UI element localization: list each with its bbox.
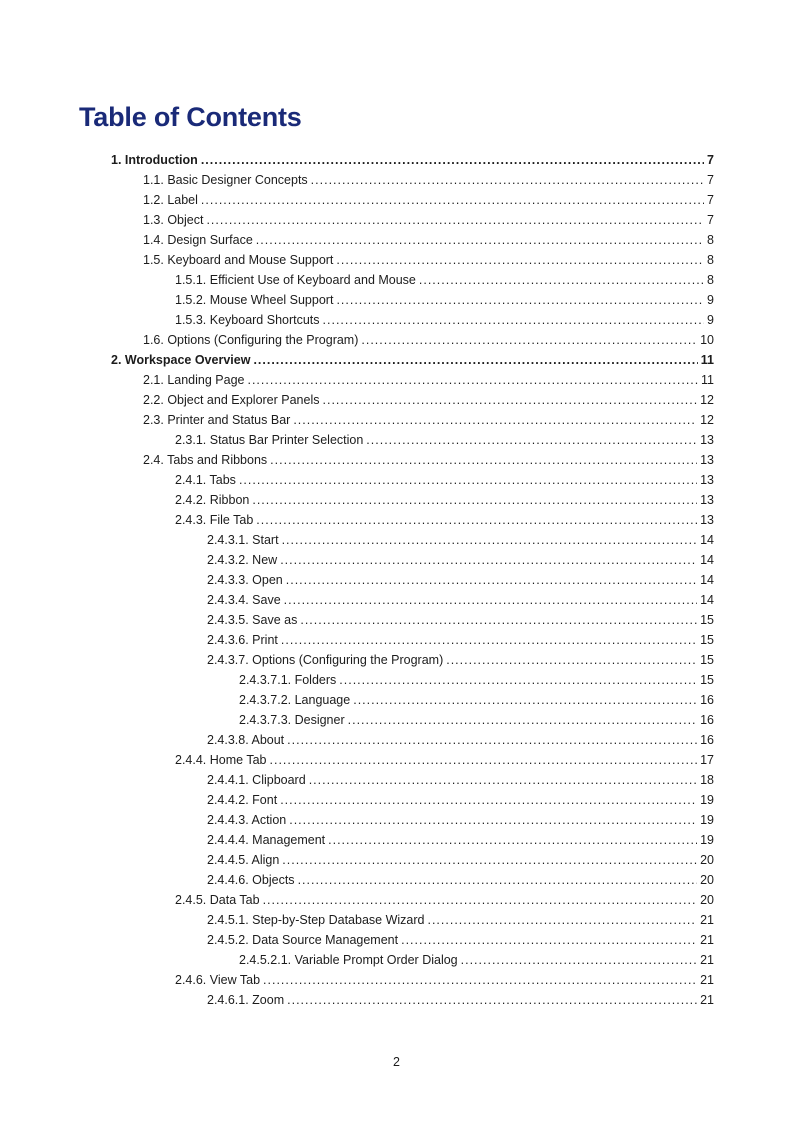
dot-leader — [348, 710, 697, 730]
toc-entry-page: 7 — [707, 213, 714, 227]
toc-entry-label: 2.4.5.1. Step-by-Step Database Wizard — [207, 913, 425, 927]
toc-entry[interactable] — [111, 710, 714, 730]
toc-entry[interactable] — [111, 550, 714, 570]
toc-entry-page: 13 — [700, 513, 714, 527]
toc-entry-page: 16 — [700, 733, 714, 747]
toc-entry-label: 1.4. Design Surface — [143, 233, 253, 247]
dot-leader — [366, 430, 697, 450]
toc-entry-label: 1.5. Keyboard and Mouse Support — [143, 253, 334, 267]
toc-entry-page: 17 — [700, 753, 714, 767]
page-number: 2 — [393, 1055, 400, 1069]
toc-entry[interactable] — [111, 470, 714, 490]
dot-leader — [263, 970, 697, 990]
toc-entry[interactable] — [111, 150, 714, 170]
dot-leader — [309, 770, 697, 790]
dot-leader — [336, 290, 704, 310]
dot-leader — [286, 570, 697, 590]
toc-entry-label: 2.4.4.5. Align — [207, 853, 280, 867]
toc-entry-label: 2.4.3.5. Save as — [207, 613, 298, 627]
dot-leader — [401, 930, 697, 950]
toc-entry[interactable] — [111, 830, 714, 850]
dot-leader — [311, 170, 704, 190]
toc-entry[interactable] — [111, 370, 714, 390]
toc-entry-page: 13 — [700, 473, 714, 487]
toc-entry-label: 1.1. Basic Designer Concepts — [143, 173, 308, 187]
toc-entry-label: 1.2. Label — [143, 193, 198, 207]
toc-entry-page: 21 — [700, 933, 714, 947]
dot-leader — [256, 230, 704, 250]
toc-entry-label: 2.4.6.1. Zoom — [207, 993, 285, 1007]
toc-entry-label: 2.4.3. File Tab — [175, 513, 254, 527]
toc-entry-page: 13 — [700, 433, 714, 447]
dot-leader — [256, 510, 697, 530]
toc-entry[interactable] — [111, 530, 714, 550]
toc-entry-page: 20 — [700, 893, 714, 907]
toc-entry-label: 1.5.2. Mouse Wheel Support — [175, 293, 334, 307]
toc-entry[interactable] — [111, 570, 714, 590]
toc-entry-page: 11 — [700, 353, 714, 367]
dot-leader — [201, 150, 704, 170]
toc-entry-page: 21 — [700, 953, 714, 967]
toc-entry-page: 19 — [700, 833, 714, 847]
toc-entry-page: 18 — [700, 773, 714, 787]
toc-entry-label: 2.4.3.3. Open — [207, 573, 283, 587]
toc-entry-page: 21 — [700, 993, 714, 1007]
toc-entry-page: 21 — [700, 973, 714, 987]
toc-entry-page: 12 — [700, 393, 714, 407]
toc-entry-label: 2.4. Tabs and Ribbons — [143, 453, 268, 467]
toc-entry-page: 9 — [707, 293, 714, 307]
dot-leader — [201, 190, 704, 210]
dot-leader — [353, 690, 697, 710]
toc-entry-label: 2.1. Landing Page — [143, 373, 245, 387]
toc-entry-label: 2.4.4.2. Font — [207, 793, 278, 807]
toc-entry-page: 7 — [707, 153, 714, 167]
toc-entry-label: 2.3. Printer and Status Bar — [143, 413, 291, 427]
toc-entry[interactable] — [111, 910, 714, 930]
toc-entry-label: 1. Introduction — [111, 153, 198, 167]
toc-entry[interactable] — [111, 630, 714, 650]
toc-entry-label: 2.4.3.4. Save — [207, 593, 281, 607]
toc-entry-page: 21 — [700, 913, 714, 927]
toc-entry[interactable] — [111, 510, 714, 530]
dot-leader — [282, 530, 698, 550]
dot-leader — [282, 850, 697, 870]
toc-entry-label: 2.4.4.3. Action — [207, 813, 287, 827]
toc-entry[interactable] — [111, 290, 714, 310]
toc-entry-label: 2.4.3.7.1. Folders — [239, 673, 337, 687]
toc-entry-label: 2.4.3.6. Print — [207, 633, 278, 647]
toc-entry[interactable] — [111, 690, 714, 710]
toc-entry-label: 2.4.5.2. Data Source Management — [207, 933, 399, 947]
toc-entry-page: 15 — [700, 653, 714, 667]
dot-leader — [284, 590, 697, 610]
toc-entry-page: 8 — [707, 253, 714, 267]
dot-leader — [446, 650, 697, 670]
toc-entry[interactable] — [111, 950, 714, 970]
toc-entry-page: 19 — [700, 793, 714, 807]
toc-entry-label: 2.4.1. Tabs — [175, 473, 236, 487]
toc-entry-page: 13 — [700, 493, 714, 507]
dot-leader — [270, 750, 698, 770]
toc-entry[interactable] — [111, 170, 714, 190]
page-title: Table of Contents — [79, 102, 302, 132]
toc-entry-page: 20 — [700, 873, 714, 887]
toc-entry-page: 10 — [700, 333, 714, 347]
toc-entry[interactable] — [111, 730, 714, 750]
toc-entry-page: 7 — [707, 193, 714, 207]
dot-leader — [289, 810, 697, 830]
dot-leader — [206, 210, 704, 230]
toc-entry-page: 12 — [700, 413, 714, 427]
toc-entry-label: 1.6. Options (Configuring the Program) — [143, 333, 359, 347]
toc-entry-page: 14 — [700, 553, 714, 567]
toc-entry[interactable] — [111, 810, 714, 830]
dot-leader — [252, 490, 697, 510]
toc-entry-page: 8 — [707, 233, 714, 247]
toc-entry-label: 1.3. Object — [143, 213, 204, 227]
toc-entry[interactable] — [111, 210, 714, 230]
toc-entry[interactable] — [111, 190, 714, 210]
toc-entry[interactable] — [111, 330, 714, 350]
dot-leader — [298, 870, 698, 890]
toc-entry-page: 14 — [700, 533, 714, 547]
toc-entry-label: 2.4.6. View Tab — [175, 973, 261, 987]
dot-leader — [339, 670, 697, 690]
toc-entry-label: 2.4.4.1. Clipboard — [207, 773, 306, 787]
toc-entry[interactable] — [111, 790, 714, 810]
toc-entry-page: 20 — [700, 853, 714, 867]
toc-entry[interactable] — [111, 990, 714, 1010]
toc-entry[interactable] — [111, 350, 714, 370]
toc-entry[interactable] — [111, 930, 714, 950]
toc-entry-label: 2.4.4.6. Objects — [207, 873, 295, 887]
dot-leader — [300, 610, 697, 630]
toc-entry[interactable] — [111, 870, 714, 890]
toc-entry-label: 2.4.5.2.1. Variable Prompt Order Dialog — [239, 953, 458, 967]
dot-leader — [328, 830, 697, 850]
toc-entry[interactable] — [111, 650, 714, 670]
toc-entry[interactable] — [111, 670, 714, 690]
toc-entry-label: 2.4.3.7.2. Language — [239, 693, 351, 707]
dot-leader — [253, 350, 697, 370]
toc-entry-label: 2.4.4.4. Management — [207, 833, 326, 847]
dot-leader — [419, 270, 704, 290]
dot-leader — [287, 730, 697, 750]
toc-entry-label: 2.2. Object and Explorer Panels — [143, 393, 320, 407]
dot-leader — [427, 910, 697, 930]
dot-leader — [239, 470, 697, 490]
dot-leader — [293, 410, 697, 430]
toc-entry-page: 15 — [700, 613, 714, 627]
toc-entry[interactable] — [111, 270, 714, 290]
toc-entry-page: 15 — [700, 633, 714, 647]
dot-leader — [287, 990, 697, 1010]
toc-entry[interactable] — [111, 430, 714, 450]
toc-entry-label: 2.4.3.8. About — [207, 733, 285, 747]
toc-entry-label: 2.3.1. Status Bar Printer Selection — [175, 433, 364, 447]
dot-leader — [336, 250, 704, 270]
toc-entry-page: 19 — [700, 813, 714, 827]
toc-entry-page: 16 — [700, 713, 714, 727]
dot-leader — [280, 790, 697, 810]
toc-entry[interactable] — [111, 390, 714, 410]
toc-entry-label: 2.4.5. Data Tab — [175, 893, 260, 907]
toc-entry[interactable] — [111, 610, 714, 630]
dot-leader — [270, 450, 697, 470]
toc-entry[interactable] — [111, 310, 714, 330]
toc-entry-page: 13 — [700, 453, 714, 467]
toc-entry-label: 1.5.1. Efficient Use of Keyboard and Mouse — [175, 273, 416, 287]
toc-entry-page: 14 — [700, 573, 714, 587]
toc-entry-label: 2.4.3.1. Start — [207, 533, 279, 547]
dot-leader — [323, 310, 705, 330]
dot-leader — [281, 630, 697, 650]
toc-entry[interactable] — [111, 750, 714, 770]
toc-entry[interactable] — [111, 850, 714, 870]
toc-entry-page: 11 — [701, 373, 714, 387]
toc-entry[interactable] — [111, 230, 714, 250]
toc-entry-label: 1.5.3. Keyboard Shortcuts — [175, 313, 320, 327]
toc-entry-page: 9 — [707, 313, 714, 327]
toc-entry-page: 14 — [700, 593, 714, 607]
toc-entry[interactable] — [111, 410, 714, 430]
dot-leader — [263, 890, 698, 910]
toc-entry-page: 16 — [700, 693, 714, 707]
toc-entry[interactable] — [111, 970, 714, 990]
toc-entry[interactable] — [111, 450, 714, 470]
toc-entry-page: 15 — [700, 673, 714, 687]
dot-leader — [280, 550, 697, 570]
dot-leader — [461, 950, 697, 970]
toc-entry[interactable] — [111, 250, 714, 270]
toc-entry-page: 8 — [707, 273, 714, 287]
table-of-contents — [111, 150, 714, 1010]
toc-entry-label: 2.4.2. Ribbon — [175, 493, 250, 507]
toc-entry[interactable] — [111, 590, 714, 610]
dot-leader — [247, 370, 698, 390]
toc-entry[interactable] — [111, 770, 714, 790]
toc-entry[interactable] — [111, 890, 714, 910]
dot-leader — [361, 330, 697, 350]
toc-entry-label: 2. Workspace Overview — [111, 353, 251, 367]
toc-entry-label: 2.4.4. Home Tab — [175, 753, 267, 767]
toc-entry[interactable] — [111, 490, 714, 510]
toc-entry-page: 7 — [707, 173, 714, 187]
toc-entry-label: 2.4.3.7.3. Designer — [239, 713, 345, 727]
toc-entry-label: 2.4.3.7. Options (Configuring the Program) — [207, 653, 444, 667]
toc-entry-label: 2.4.3.2. New — [207, 553, 278, 567]
dot-leader — [323, 390, 698, 410]
